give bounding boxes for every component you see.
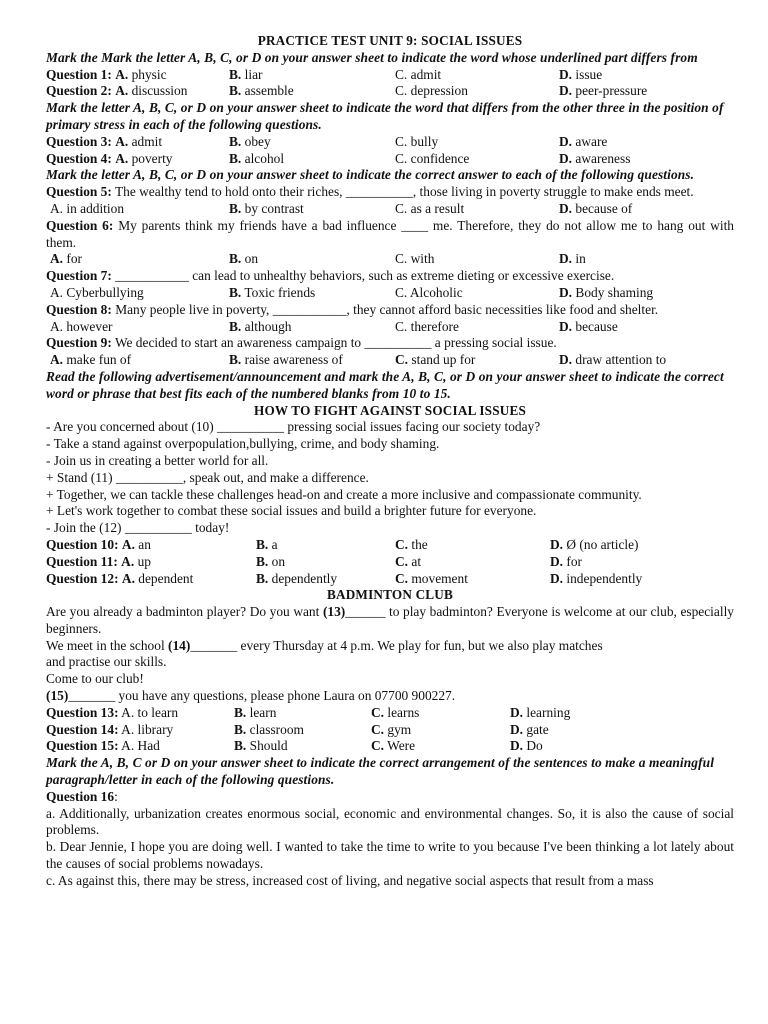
- club-text: Are you already a badminton player? Do you want: [46, 604, 323, 620]
- option-letter: A.: [121, 721, 135, 737]
- question-text: ___________ can lead to unhealthy behaviors, such as extreme dieting or excessive exercise.: [115, 268, 615, 284]
- question-label: Question 16: [46, 788, 115, 804]
- option-letter: A.: [121, 738, 135, 754]
- option-letter: A.: [50, 352, 64, 368]
- option-a: discussion: [131, 83, 188, 99]
- option-c: learns: [387, 704, 420, 720]
- question-1: [46, 67, 734, 84]
- option-c: gym: [387, 721, 412, 737]
- question-8: [46, 302, 734, 319]
- option-b: on: [244, 251, 259, 267]
- sentence-a: a. Additionally, urbanization creates enormous social, economic and environmental changes. So, it is also the cause of social problems.: [46, 805, 734, 838]
- advertisement-heading: HOW TO FIGHT AGAINST SOCIAL ISSUES: [253, 402, 526, 418]
- option-d: aware: [575, 133, 608, 149]
- option-d: because of: [575, 200, 633, 216]
- option-a: admit: [131, 133, 163, 149]
- option-a: dependent: [138, 570, 194, 586]
- option-d: Body shaming: [575, 284, 654, 300]
- sentence-b: b. Dear Jennie, I hope you are doing well. I wanted to take the time to write to you because I've been thinking a lot lately about the causes of social problems nowadays.: [46, 839, 734, 872]
- option-b: Toxic friends: [244, 284, 316, 300]
- club-paragraph-1: [46, 604, 734, 638]
- option-b: by contrast: [244, 200, 304, 216]
- sentence-c: c. As against this, there may be stress, increased cost of living, and negative social aspects that result from a mass: [46, 872, 654, 888]
- option-letter: B.: [229, 352, 242, 368]
- question-3: [46, 134, 734, 151]
- question-text: My parents think my friends have a bad influence ____ me. Therefore, they do not allow me to hang out with them.: [46, 217, 734, 250]
- option-c: bully: [410, 133, 439, 149]
- option-letter: C.: [371, 704, 385, 720]
- option-b: obey: [244, 133, 271, 149]
- blank-number: (13): [322, 604, 346, 620]
- option-letter: B.: [229, 133, 242, 149]
- option-b: classroom: [249, 721, 304, 737]
- question-6: [46, 218, 734, 252]
- question-9-options: [46, 352, 734, 369]
- question-label: Question 9:: [46, 335, 112, 351]
- option-b: alcohol: [244, 150, 285, 166]
- option-c: C. therefore: [395, 318, 459, 334]
- question-label: Question 7:: [46, 268, 112, 284]
- option-letter: D.: [559, 352, 573, 368]
- question-12: [46, 571, 734, 588]
- worksheet-page: [46, 33, 734, 890]
- ad-line: - Take a stand against overpopulation,bullying, crime, and body shaming.: [46, 436, 440, 452]
- option-letter: A.: [121, 570, 135, 586]
- question-13: [46, 705, 734, 722]
- question-label: Question 5:: [46, 184, 112, 200]
- page-title: PRACTICE TEST UNIT 9: SOCIAL ISSUES: [257, 33, 523, 48]
- ad-line: - Are you concerned about (10) __________ pressing social issues facing our society today?: [46, 419, 541, 435]
- advertisement-body: [46, 419, 734, 537]
- question-11: [46, 554, 734, 571]
- option-letter: D.: [510, 738, 524, 754]
- ad-line: + Together, we can tackle these challenges head-on and create a more inclusive and compassionate community.: [46, 486, 642, 502]
- option-letter: C.: [395, 570, 409, 586]
- instruction-arrangement: Mark the A, B, C or D on your answer sheet to indicate the correct arrangement of the sentences to make a meaningful paragraph/letter in each of the following questions.: [46, 755, 715, 788]
- question-label: Question 6:: [46, 217, 114, 233]
- question-label: Question 11:: [46, 553, 118, 569]
- option-letter: C.: [371, 738, 385, 754]
- option-letter: D.: [559, 200, 573, 216]
- club-paragraph-2: [46, 638, 734, 655]
- question-5: [46, 184, 734, 201]
- option-d: Ø (no article): [566, 536, 639, 552]
- question-label: Question 15:: [46, 738, 119, 754]
- option-letter: D.: [559, 83, 573, 99]
- question-colon: :: [114, 788, 118, 804]
- club-text: _______ you have any questions, please phone Laura on 07700 900227.: [68, 688, 456, 704]
- option-d: issue: [575, 66, 603, 82]
- question-text: The wealthy tend to hold onto their riches, __________, those living in poverty struggle to make ends meet.: [114, 184, 694, 200]
- club-heading: BADMINTON CLUB: [326, 587, 454, 603]
- question-10: [46, 537, 734, 554]
- option-d: gate: [526, 721, 549, 737]
- question-15: [46, 738, 734, 755]
- option-d: learning: [526, 704, 571, 720]
- option-letter: A.: [115, 150, 129, 166]
- option-a: up: [137, 553, 151, 569]
- option-letter: B.: [234, 721, 247, 737]
- option-letter: B.: [229, 284, 242, 300]
- club-paragraph-2b: and practise our skills.: [46, 654, 167, 670]
- option-a: A. however: [50, 318, 113, 334]
- blank-number: (14): [168, 637, 191, 653]
- option-letter: A.: [115, 66, 129, 82]
- option-letter: C.: [395, 150, 408, 166]
- option-letter: C.: [395, 352, 409, 368]
- question-label: Question 1:: [46, 66, 112, 82]
- option-b: dependently: [271, 570, 338, 586]
- ad-line: + Let's work together to combat these social issues and build a brighter future for everyone.: [46, 503, 537, 519]
- question-label: Question 13:: [46, 704, 119, 720]
- option-c: admit: [410, 66, 442, 82]
- club-text: _______ every Thursday at 4 p.m. We play for fun, but we also play matches: [190, 637, 603, 653]
- option-a: A. in addition: [50, 200, 125, 216]
- option-letter: C.: [395, 66, 408, 82]
- option-letter: B.: [234, 704, 247, 720]
- question-label: Question 4:: [46, 150, 112, 166]
- option-letter: B.: [229, 251, 242, 267]
- option-a: A. Cyberbullying: [50, 284, 144, 300]
- option-b: liar: [244, 66, 263, 82]
- option-b: learn: [249, 704, 277, 720]
- option-letter: B.: [256, 536, 269, 552]
- club-paragraph-3: Come to our club!: [46, 671, 144, 687]
- option-letter: D.: [559, 318, 573, 334]
- ad-line: - Join the (12) __________ today!: [46, 520, 230, 536]
- option-letter: D.: [559, 284, 573, 300]
- option-d: Do: [526, 738, 543, 754]
- question-7: [46, 268, 734, 285]
- option-letter: B.: [229, 150, 242, 166]
- option-d: because: [575, 318, 618, 334]
- option-c: Were: [387, 738, 416, 754]
- option-b: raise awareness of: [244, 352, 343, 368]
- option-letter: D.: [550, 570, 564, 586]
- question-6-options: [46, 251, 734, 268]
- option-letter: C.: [395, 536, 409, 552]
- option-d: peer-pressure: [575, 83, 648, 99]
- option-a: poverty: [131, 150, 173, 166]
- option-b: although: [244, 318, 292, 334]
- blank-number: (15): [46, 688, 69, 704]
- option-letter: B.: [256, 553, 269, 569]
- option-letter: B.: [229, 200, 242, 216]
- option-b: on: [271, 553, 286, 569]
- option-letter: D.: [559, 66, 573, 82]
- option-c: depression: [410, 83, 468, 99]
- option-letter: A.: [121, 536, 135, 552]
- question-5-options: [46, 201, 734, 218]
- option-b: assemble: [244, 83, 294, 99]
- option-letter: C.: [395, 83, 408, 99]
- club-text: ______ to play badminton? Everyone is welcome at our club, especially beginners.: [46, 604, 734, 636]
- option-d: independently: [566, 570, 643, 586]
- option-c: stand up for: [411, 352, 476, 368]
- instruction-correct-answer: Mark the letter A, B, C, or D on your answer sheet to indicate the correct answer to each of the following questions.: [46, 167, 695, 183]
- option-a: to learn: [137, 704, 179, 720]
- option-a: an: [138, 536, 151, 552]
- question-7-options: [46, 285, 734, 302]
- option-b: Should: [249, 738, 288, 754]
- question-8-options: [46, 319, 734, 336]
- question-2: [46, 83, 734, 100]
- option-letter: B.: [256, 570, 269, 586]
- question-label: Question 14:: [46, 721, 119, 737]
- option-b: a: [271, 536, 278, 552]
- option-a: make fun of: [66, 352, 132, 368]
- option-d: draw attention to: [575, 352, 667, 368]
- option-c: the: [411, 536, 428, 552]
- option-letter: D.: [559, 251, 573, 267]
- instruction-cloze: Read the following advertisement/announcement and mark the A, B, C, or D on your answer sheet to indicate the correct word or phrase that best fits each of the numbered blanks from 10 to 15.: [46, 368, 724, 401]
- option-a: Had: [137, 738, 160, 754]
- question-9: [46, 335, 734, 352]
- option-letter: A.: [121, 704, 135, 720]
- option-letter: A.: [50, 251, 64, 267]
- option-d: awareness: [575, 150, 631, 166]
- option-letter: D.: [559, 133, 573, 149]
- option-c: at: [411, 553, 422, 569]
- option-letter: D.: [550, 536, 564, 552]
- instruction-pronunciation: Mark the Mark the letter A, B, C, or D on your answer sheet to indicate the word whose underlined part differs from: [46, 49, 698, 65]
- question-label: Question 3:: [46, 133, 112, 149]
- option-c: movement: [411, 570, 468, 586]
- option-letter: B.: [229, 318, 242, 334]
- question-label: Question 2:: [46, 83, 112, 99]
- option-letter: A.: [115, 83, 129, 99]
- question-4: [46, 151, 734, 168]
- option-letter: B.: [234, 738, 247, 754]
- option-letter: D.: [559, 150, 573, 166]
- option-d: for: [566, 553, 583, 569]
- option-a: library: [137, 721, 174, 737]
- option-c: C. with: [395, 251, 435, 267]
- club-paragraph-4: [46, 688, 734, 705]
- question-14: [46, 722, 734, 739]
- option-letter: A.: [121, 553, 135, 569]
- option-letter: D.: [550, 553, 564, 569]
- question-text: Many people live in poverty, ___________, they cannot afford basic necessities like food and shelter.: [115, 301, 659, 317]
- option-d: in: [575, 251, 586, 267]
- option-letter: D.: [510, 704, 524, 720]
- option-c: confidence: [410, 150, 470, 166]
- option-c: C. as a result: [395, 200, 465, 216]
- option-letter: D.: [510, 721, 524, 737]
- option-letter: C.: [395, 133, 408, 149]
- option-letter: B.: [229, 66, 242, 82]
- question-label: Question 8:: [46, 301, 112, 317]
- option-letter: C.: [395, 553, 409, 569]
- ad-line: + Stand (11) __________, speak out, and make a difference.: [46, 469, 369, 485]
- question-text: We decided to start an awareness campaign to __________ a pressing social issue.: [114, 335, 557, 351]
- option-letter: A.: [115, 133, 129, 149]
- option-c: C. Alcoholic: [395, 284, 463, 300]
- option-a: physic: [131, 66, 167, 82]
- option-letter: B.: [229, 83, 242, 99]
- option-a: for: [66, 251, 83, 267]
- question-label: Question 12:: [46, 570, 119, 586]
- question-label: Question 10:: [46, 536, 119, 552]
- instruction-stress: Mark the letter A, B, C, or D on your answer sheet to indicate the word that differs from the other three in the position of primary stress in each of the following questions.: [46, 100, 724, 132]
- question-16: [46, 789, 734, 806]
- club-text: We meet in the school: [46, 637, 169, 653]
- ad-line: - Join us in creating a better world for all.: [46, 452, 269, 468]
- option-letter: C.: [371, 721, 385, 737]
